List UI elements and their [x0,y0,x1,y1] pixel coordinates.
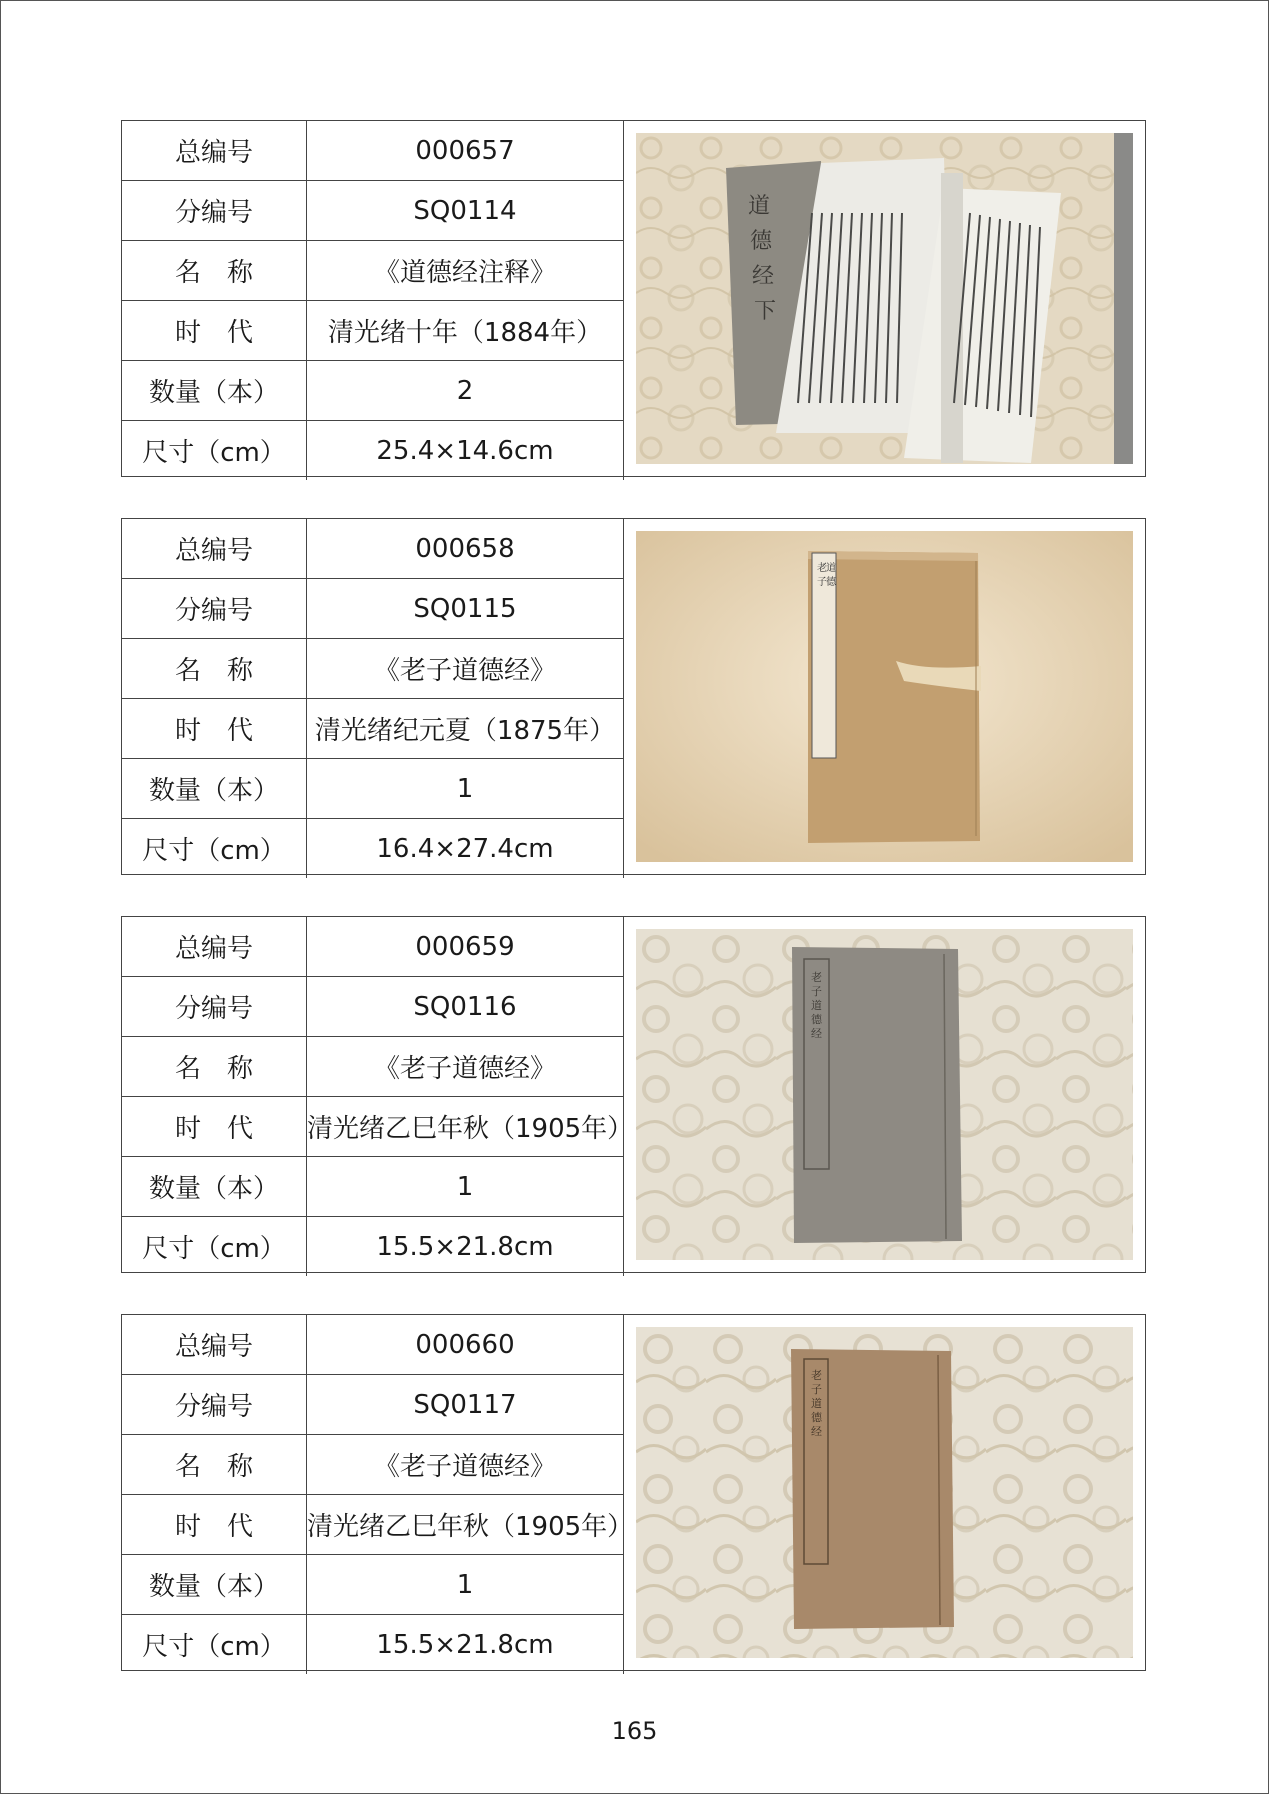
value-name: 《老子道德经》 [307,1435,624,1495]
svg-text:老: 老 [811,1369,822,1382]
label-total-no: 总编号 [122,917,307,977]
info-table [122,1315,634,1674]
label-total-no: 总编号 [122,1315,307,1375]
record-card [121,1314,1146,1671]
value-total-no: 000659 [307,917,624,977]
value-size: 15.5×21.8cm [307,1217,624,1277]
label-size: 尺寸（cm） [122,421,307,481]
svg-text:经: 经 [752,264,775,289]
svg-text:德: 德 [811,1013,822,1026]
value-era: 清光绪十年（1884年） [307,301,624,361]
value-name: 《道德经注释》 [307,241,624,301]
label-era: 时 代 [122,1495,307,1555]
value-total-no: 000657 [307,121,624,181]
record-card [121,916,1146,1273]
svg-text:道: 道 [748,194,771,219]
label-name: 名 称 [122,1037,307,1097]
value-era: 清光绪乙巳年秋（1905年） [307,1495,624,1555]
value-size: 15.5×21.8cm [307,1615,624,1675]
label-size: 尺寸（cm） [122,1615,307,1675]
label-size: 尺寸（cm） [122,1217,307,1277]
svg-text:子: 子 [817,577,827,588]
label-size: 尺寸（cm） [122,819,307,879]
label-total-no: 总编号 [122,121,307,181]
brown-book-cover-photo [636,1327,1133,1658]
value-size: 16.4×27.4cm [307,819,624,879]
tan-book-cover-photo [636,531,1133,862]
svg-text:子: 子 [811,1383,822,1396]
svg-text:老: 老 [811,971,822,984]
info-table [122,917,634,1276]
value-sub-no: SQ0116 [307,977,624,1037]
record-card [121,120,1146,477]
svg-text:道: 道 [811,999,822,1012]
record-card [121,518,1146,875]
value-quantity: 1 [307,759,624,819]
value-quantity: 1 [307,1555,624,1615]
value-sub-no: SQ0115 [307,579,624,639]
label-quantity: 数量（本） [122,361,307,421]
photo-cell [624,519,1145,874]
svg-text:德: 德 [750,229,773,254]
label-sub-no: 分编号 [122,1375,307,1435]
value-total-no: 000660 [307,1315,624,1375]
svg-text:德: 德 [811,1411,822,1424]
svg-text:经: 经 [811,1425,822,1438]
photo-cell [624,917,1145,1272]
label-quantity: 数量（本） [122,1555,307,1615]
svg-text:道: 道 [811,1397,822,1410]
value-total-no: 000658 [307,519,624,579]
info-table [122,121,624,480]
label-name: 名 称 [122,639,307,699]
label-name: 名 称 [122,1435,307,1495]
label-era: 时 代 [122,699,307,759]
value-name: 《老子道德经》 [307,639,624,699]
label-sub-no: 分编号 [122,977,307,1037]
open-book-photo [636,133,1133,464]
label-total-no: 总编号 [122,519,307,579]
value-sub-no: SQ0117 [307,1375,624,1435]
photo-cell [624,1315,1145,1670]
value-size: 25.4×14.6cm [307,421,624,481]
page-number: 165 [611,1717,658,1745]
grey-book-cover-photo [636,929,1133,1260]
value-era: 清光绪纪元夏（1875年） [307,699,624,759]
label-name: 名 称 [122,241,307,301]
value-quantity: 2 [307,361,624,421]
svg-text:经: 经 [811,1027,822,1040]
info-table [122,519,624,878]
svg-text:子: 子 [811,985,822,998]
value-sub-no: SQ0114 [307,181,624,241]
svg-text:老: 老 [817,563,827,574]
label-era: 时 代 [122,301,307,361]
value-era: 清光绪乙巳年秋（1905年） [307,1097,624,1157]
value-name: 《老子道德经》 [307,1037,624,1097]
label-quantity: 数量（本） [122,759,307,819]
svg-text:德: 德 [826,577,836,588]
photo-cell [624,121,1145,476]
label-quantity: 数量（本） [122,1157,307,1217]
label-era: 时 代 [122,1097,307,1157]
svg-text:道: 道 [826,563,836,574]
label-sub-no: 分编号 [122,579,307,639]
svg-text:下: 下 [754,299,777,324]
label-sub-no: 分编号 [122,181,307,241]
value-quantity: 1 [307,1157,624,1217]
